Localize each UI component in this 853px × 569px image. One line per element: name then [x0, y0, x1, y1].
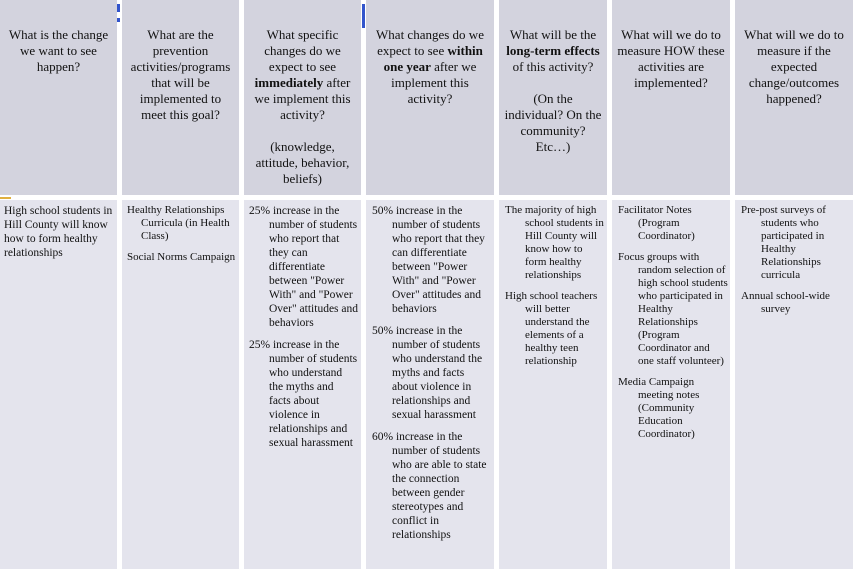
cell-text: 50% increase in the number of students who report that they can differentiate between "Power With" and "Power Over" attitudes and behaviors 50% increase in the number of students who understand the myths and facts about violence in relationships and sexual harassment 60% increase in the number of students who are able to state the connection between gender stereotypes and conflict in relationships: [372, 205, 487, 541]
border-marker: [362, 4, 365, 28]
column-body: [366, 200, 494, 569]
header-text: What changes do we expect to see within one year after we implement this activity?: [376, 27, 484, 106]
header-text: What will be the long-term effects of this activity? (On the individual? On the community? Etc…): [504, 27, 602, 154]
header-text: What specific changes do we expect to see immediately after we implement this activity? (knowledge, attitude, behavior, beliefs): [254, 27, 351, 186]
column-body: [735, 200, 853, 569]
column-body: [0, 200, 117, 569]
column-header: [122, 0, 239, 195]
header-text: What will we do to measure if the expected change/outcomes happened?: [744, 27, 844, 106]
cell-text: The majority of high school students in Hill County will know how to form healthy relationships High school teachers will better understand the elements of a healthy teen relationship: [505, 204, 604, 367]
cell-text: Pre-post surveys of students who participated in Healthy Relationships curricula Annual school-wide survey: [741, 204, 830, 315]
cell-text: 25% increase in the number of students who report that they can differentiate between "Power With" and "Power Over" attitudes and behaviors 25% increase in the number of students who understand the myths and facts about violence in relationships and sexual harassment: [249, 205, 359, 449]
column-long-term: [499, 0, 607, 569]
column-header: [366, 0, 494, 195]
cell-text: Healthy Relationships Curricula (in Health Class) Social Norms Campaign: [127, 204, 236, 263]
column-header: [244, 0, 361, 195]
column-outcome-measures: [735, 0, 853, 569]
column-body: [122, 200, 239, 569]
column-process-measures: [612, 0, 730, 569]
column-header: [735, 0, 853, 195]
cell-text: Facilitator Notes (Program Coordinator) Focus groups with random selection of high school students who participated in Healthy Relationships (Program Coordinator and one staff volunteer) Media Campaign meeting notes (Community Education Coordinator): [618, 204, 728, 440]
column-activities: [122, 0, 239, 569]
border-marker: [117, 4, 120, 12]
column-header: [499, 0, 607, 195]
header-text: What will we do to measure HOW these activities are implemented?: [617, 27, 725, 90]
column-body: [612, 200, 730, 569]
header-text: What is the change we want to see happen?: [8, 27, 109, 74]
header-text: What are the prevention activities/programs that will be implemented to meet this goal?: [130, 27, 231, 122]
border-marker: [117, 18, 120, 22]
column-header: [612, 0, 730, 195]
column-one-year: [366, 0, 494, 569]
cell-text: High school students in Hill County will know how to form healthy relationships: [4, 205, 113, 259]
border-marker: [0, 197, 11, 199]
column-body: [244, 200, 361, 569]
column-immediate: [244, 0, 361, 569]
column-change: [0, 0, 117, 569]
column-header: [0, 0, 117, 195]
column-body: [499, 200, 607, 569]
